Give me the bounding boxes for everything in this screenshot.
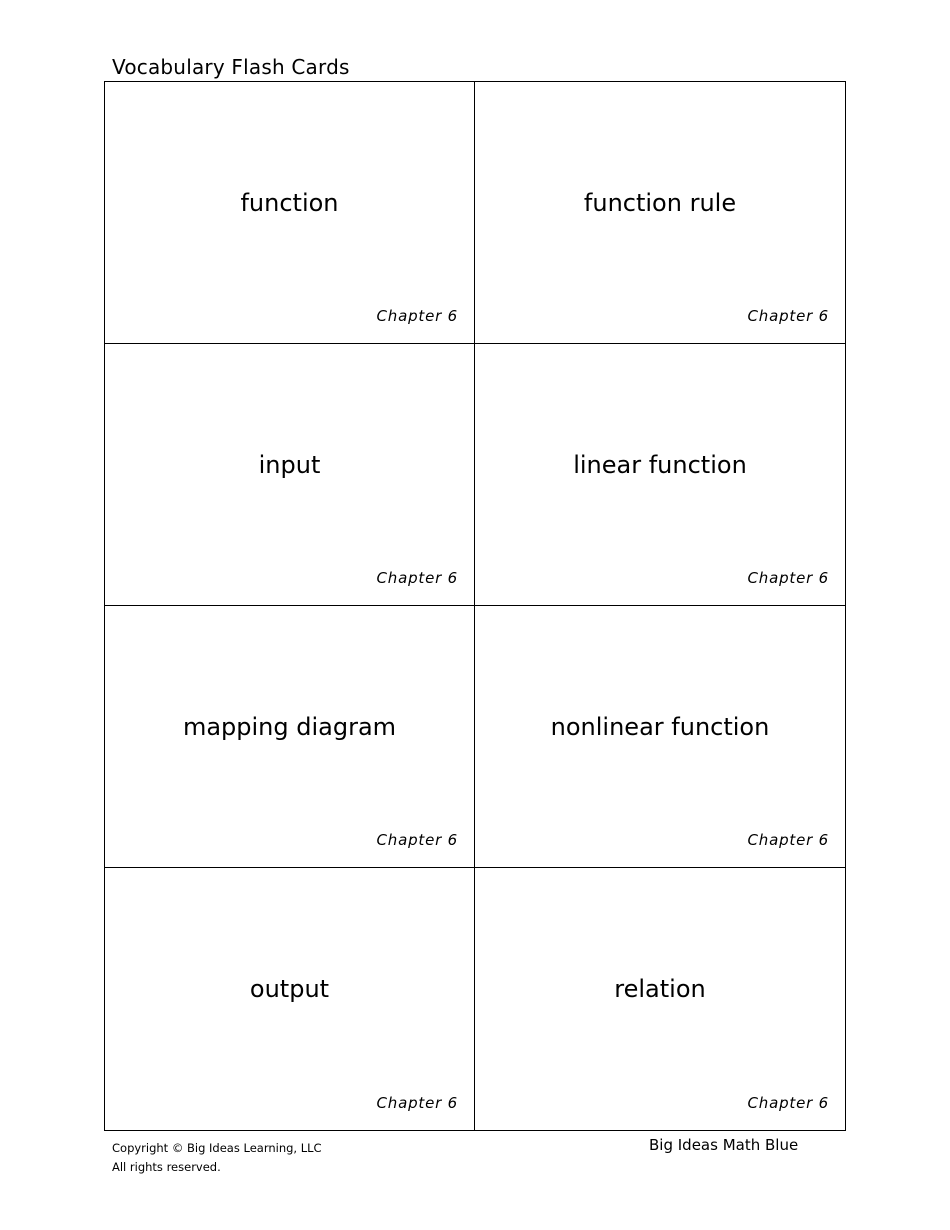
flash-card [105, 82, 475, 344]
card-chapter-label: Chapter 6 [376, 307, 458, 325]
flash-card [105, 606, 475, 868]
card-term: nonlinear function [550, 713, 770, 741]
card-chapter-label: Chapter 6 [747, 569, 829, 587]
copyright-notice [112, 1139, 322, 1177]
flash-card [475, 344, 845, 606]
flash-card-grid [104, 81, 846, 1131]
card-chapter-label: Chapter 6 [747, 307, 829, 325]
card-chapter-label: Chapter 6 [747, 1094, 829, 1112]
card-term: mapping diagram [182, 713, 397, 741]
card-chapter-label: Chapter 6 [376, 569, 458, 587]
card-term: function [240, 189, 339, 217]
card-term: linear function [573, 451, 747, 479]
flash-card [105, 344, 475, 606]
card-chapter-label: Chapter 6 [376, 1094, 458, 1112]
card-term: input [258, 451, 321, 479]
card-chapter-label: Chapter 6 [747, 831, 829, 849]
card-term: relation [614, 975, 706, 1003]
card-term: function rule [583, 189, 737, 217]
rights-line: All rights reserved. [112, 1160, 221, 1174]
card-term: output [249, 975, 330, 1003]
flash-card [475, 606, 845, 868]
page-title: Vocabulary Flash Cards [112, 55, 350, 79]
copyright-line: Copyright © Big Ideas Learning, LLC [112, 1141, 322, 1155]
brand-label: Big Ideas Math Blue [649, 1136, 799, 1154]
card-chapter-label: Chapter 6 [376, 831, 458, 849]
flash-card [105, 868, 475, 1130]
flash-card [475, 868, 845, 1130]
flash-card [475, 82, 845, 344]
